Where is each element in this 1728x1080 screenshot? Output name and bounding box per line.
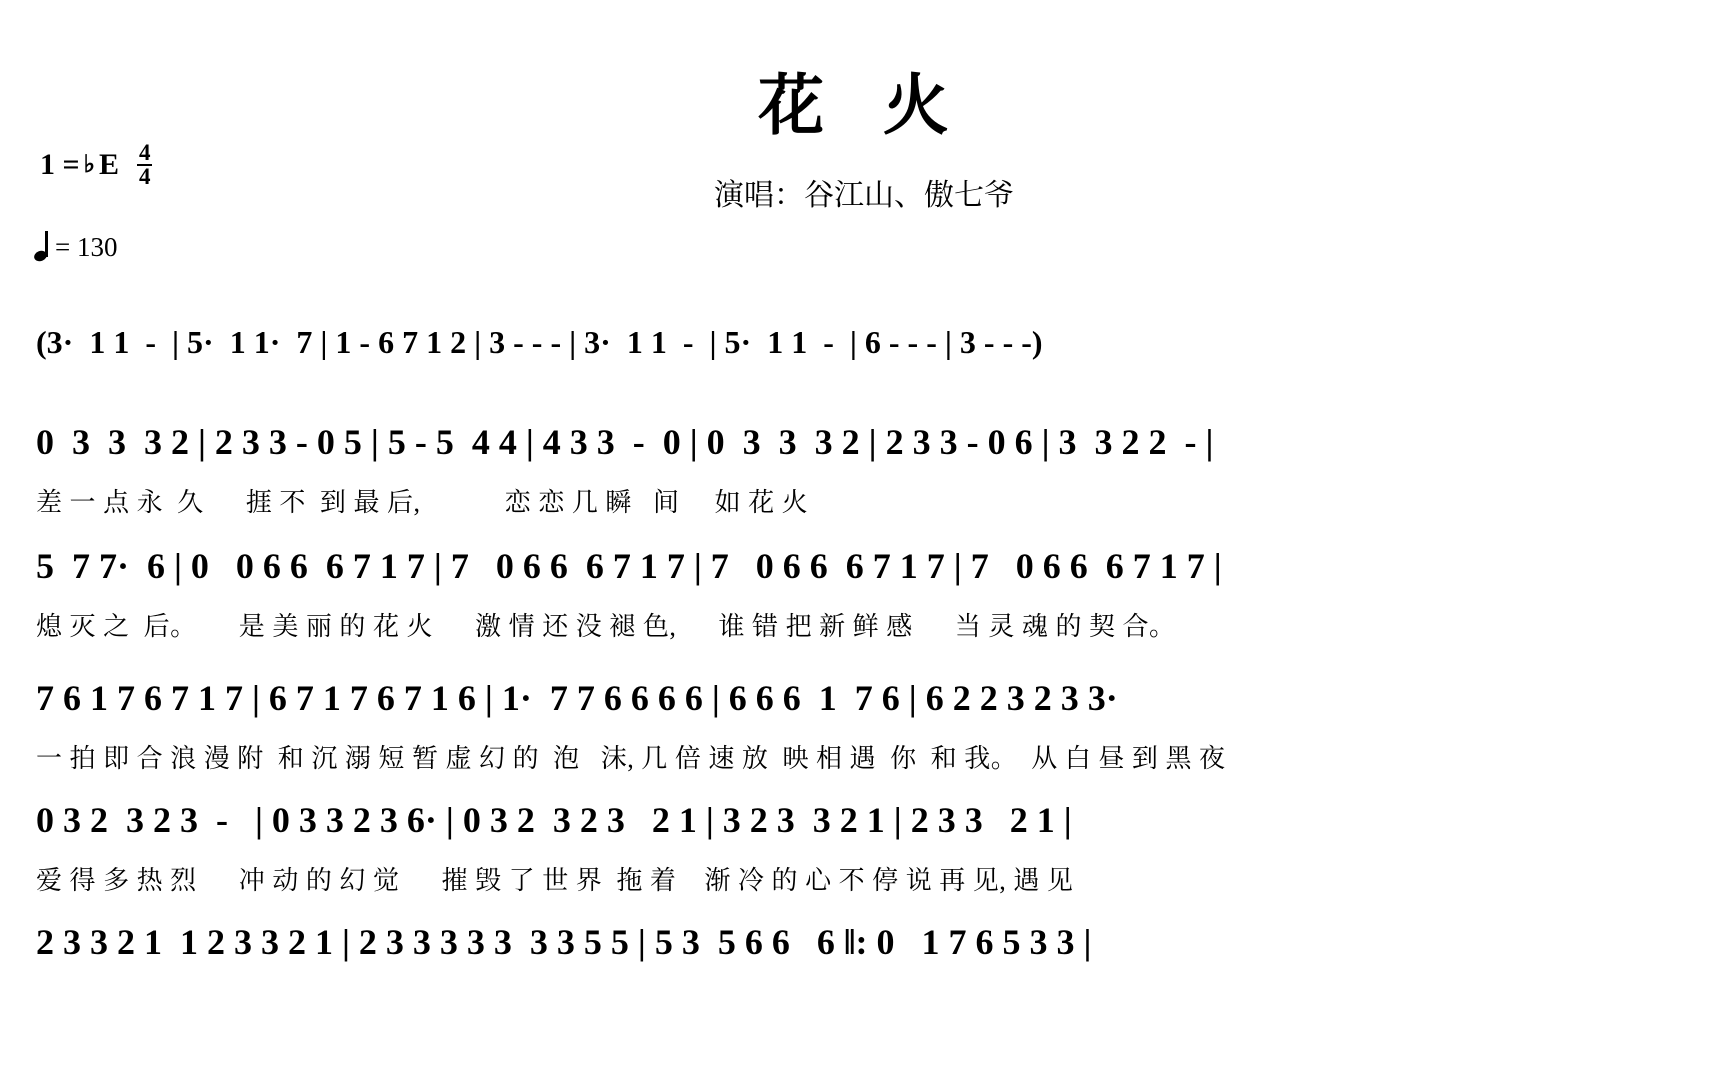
lyrics-line: 差 一 点 永 久 捱 不 到 最 后, 恋 恋 几 瞬 间 如 花 火 — [36, 488, 809, 517]
key-name: E — [98, 147, 119, 181]
notes-line: 5 7 7· 6 | 0 0 6 6 6 7 1 7 | 7 0 6 6 6 7 1 7 | 7 0 6 6 6 7 1 7 | 7 0 6 6 6 7 1 7 | — [36, 546, 1222, 586]
notes-line: 0 3 3 3 2 | 2 3 3 - 0 5 | 5 - 5 4 4 | 4 3 3 - 0 | 0 3 3 3 2 | 2 3 3 - 0 6 | 3 3 2 2 - | — [36, 422, 1214, 462]
time-signature — [137, 142, 153, 188]
time-signature-denominator: 4 — [138, 163, 151, 189]
notes-line: 0 3 2 3 2 3 - | 0 3 3 2 3 6· | 0 3 2 3 2 3 2 1 | 3 2 3 3 2 1 | 2 3 3 2 1 | — [36, 800, 1072, 840]
performers-line: 演唱：谷江山、傲七爷 — [714, 179, 1014, 212]
system-4 — [0, 802, 1728, 897]
system-3 — [0, 680, 1728, 775]
notes-line: 2 3 3 2 1 1 2 3 3 2 1 | 2 3 3 3 3 3 3 3 5 5 | 5 3 5 6 6 6 ‖: 0 1 7 6 5 3 3 | — [36, 922, 1092, 962]
lyrics-line: 一 拍 即 合 浪 漫 附 和 沉 溺 短 暂 虚 幻 的 泡 沫, 几 倍 速 放 映 相 遇 你 和 我。 从 白 昼 到 黑 夜 — [36, 744, 1226, 773]
quarter-note-icon — [34, 233, 50, 263]
flat-icon: ♭ — [83, 152, 95, 179]
key-signature — [40, 142, 152, 188]
notes-line: (3· 1 1 - | 5· 1 1· 7 | 1 - 6 7 1 2 | 3 - - - | 3· 1 1 - | 5· 1 1 - | 6 - - - | 3 - - -) — [36, 324, 1043, 360]
system-1 — [0, 424, 1728, 519]
lyrics-line: 爱 得 多 热 烈 冲 动 的 幻 觉 摧 毁 了 世 界 拖 着 渐 冷 的 心 不 停 说 再 见, 遇 见 — [36, 866, 1074, 895]
page-title: 花 火 — [758, 70, 970, 143]
key-label: 1 = — [40, 147, 80, 181]
system-2 — [0, 548, 1728, 643]
system-intro — [0, 326, 1728, 358]
tempo-marking — [34, 232, 117, 263]
tempo-value: = 130 — [55, 232, 118, 262]
notes-line: 7 6 1 7 6 7 1 7 | 6 7 1 7 6 7 1 6 | 1· 7 7 6 6 6 6 | 6 6 6 1 7 6 | 6 2 2 3 2 3 3· — [36, 678, 1118, 718]
time-signature-numerator: 4 — [138, 140, 151, 165]
lyrics-line: 熄 灭 之 后。 是 美 丽 的 花 火 激 情 还 没 褪 色, 谁 错 把 新 鲜 感 当 灵 魂 的 契 合。 — [36, 612, 1176, 641]
system-5 — [0, 924, 1728, 960]
